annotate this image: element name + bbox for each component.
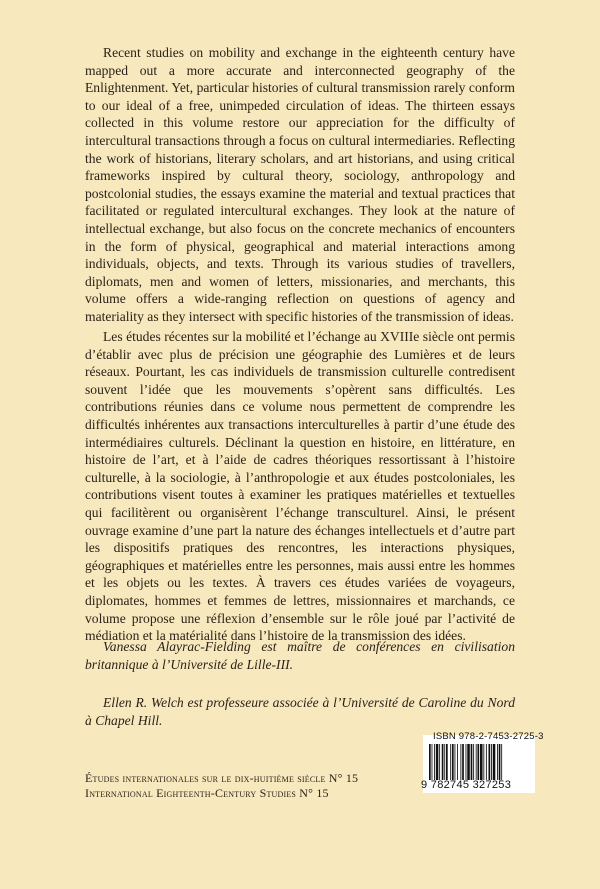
barcode-bar (450, 744, 451, 780)
barcode-number: 9 782745 327253 (421, 779, 512, 791)
barcode-bar (452, 744, 454, 780)
barcode-bar (476, 744, 477, 780)
barcode-bar (489, 744, 491, 780)
barcode-bar (457, 744, 458, 780)
barcode-bar (460, 744, 461, 780)
editor-bio-welch: Ellen R. Welch est professeure associée à l’Université de Caroline du Nord à Chapel Hill. (85, 695, 515, 728)
isbn-label: ISBN 978-2-7453-2725-3 (433, 731, 544, 742)
barcode-bar (444, 744, 445, 780)
series-title-english: International Eighteenth-Century Studies N° 15 (85, 786, 329, 800)
barcode-bar (477, 744, 479, 780)
barcode-bar (471, 744, 473, 780)
barcode-bar (483, 744, 484, 780)
barcode-bar (442, 744, 444, 780)
barcode-bar (493, 744, 496, 780)
barcode-bar (429, 744, 431, 780)
french-summary: Les études récentes sur la mobilité et l’échange au XVIIIe siècle ont permis d’établir avec plus de précision une géographie des Lumières et de leurs réseaux. Pourtant, les cas individuels de transmission culturelle contredisent souvent l’idée que les mouvements s’opèrent sans difficultés. Les contributions réunies dans ce volume nous permettent de comprendre les difficultés inhérentes aux transactions interculturelles à partir d’une étude des intermédiaires culturels. Déclinant la question en histoire, en littérature, en histoire de l’art, et à l’aide de cadres théoriques ressortissant à l’histoire culturelle, à la sociologie, à l’anthropologie et aux études postcoloniales, les contributions visent toutes à examiner les pratiques matérielles et textuelles qui facilitèrent ou organisèrent l’échange transculturel. Ainsi, le présent ouvrage examine d’une part la nature des échanges intellectuels et d’autre part les dispositifs pratiques des rencontres, les interactions physiques, géographiques et matérielles entre les personnes, mais aussi entre les hommes et les objets ou les textes. À travers ces études variées de voyageurs, diplomates, hommes et femmes de lettres, missionnaires et marchands, ce volume propose une réflexion d’ensemble sur le rôle joué par l’activité de médiation et la matérialité dans l’histoire de la transmission des idées. (85, 329, 515, 644)
barcode-bar (491, 744, 492, 780)
barcode-bar (480, 744, 483, 780)
barcode-bar (486, 744, 487, 780)
barcode-bar (439, 744, 440, 780)
barcode-bar (473, 744, 474, 780)
barcode-bar (501, 744, 502, 780)
barcode-bar (462, 744, 464, 780)
barcode-bar (432, 744, 433, 780)
barcode-bar (497, 744, 498, 780)
english-summary: Recent studies on mobility and exchange in the eighteenth century have mapped out a more accurate and interconnected geography of the Enlightenment. Yet, particular histories of cultural transmission rarely conform to our ideal of a free, unimpeded circulation of ideas. The thirteen essays collected in this volume restore our appreciation for the difficulty of intercultural transactions through a focus on cultural intermediaries. Reflecting the work of historians, literary scholars, and art historians, and using critical frameworks inspired by cultural theory, sociology, anthropology and postcolonial studies, the essays examine the material and textual practices that facilitated or regulated intercultural exchanges. They look at the nature of intellectual exchange, but also focus on the concrete mechanics of encounters in the form of physical, geographical and material interactions among individuals, objects, and texts. Through its various studies of travellers, diplomats, men and women of letters, missionaries, and merchants, this volume offers a wide-ranging reflection on questions of agency and materiality as they intersect with specific histories of the transmission of ideas. (85, 45, 515, 324)
barcode-bar (467, 744, 470, 780)
editor-bio-alayrac-fielding: Vanessa Alayrac-Fielding est maître de conférences en civilisation britannique à l’Université de Lille-III. (85, 639, 515, 672)
series-title-french: Études internationales sur le dix-huitième siècle N° 15 (85, 771, 359, 785)
barcode-bar (446, 744, 448, 780)
barcode-bar (434, 744, 435, 780)
barcode-icon (427, 744, 535, 780)
barcode-bar (466, 744, 467, 780)
barcode-bar (499, 744, 501, 780)
barcode-bar (436, 744, 439, 780)
barcode-bar (455, 744, 456, 780)
